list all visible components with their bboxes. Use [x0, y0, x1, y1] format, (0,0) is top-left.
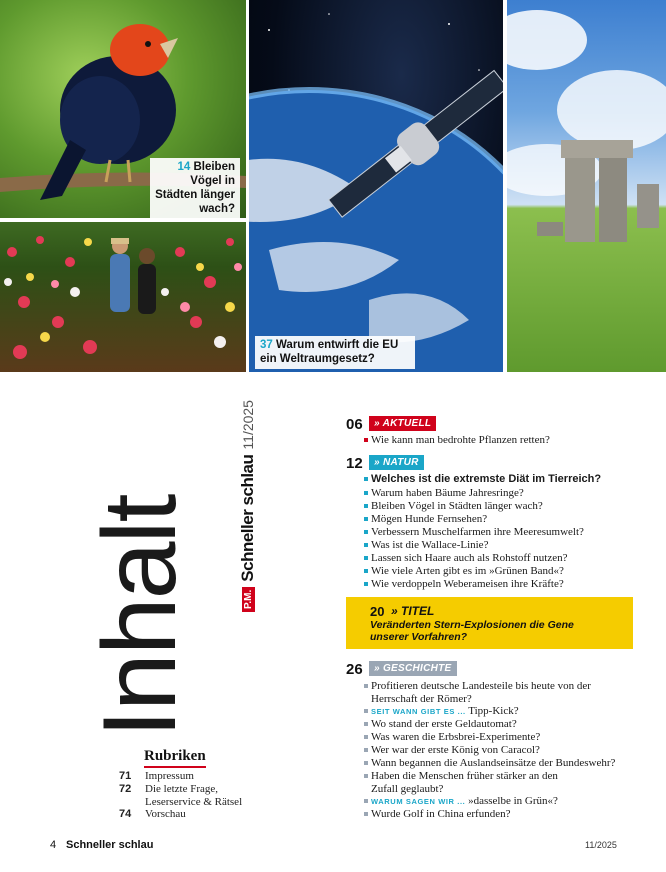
magazine-name: Schneller schlau — [238, 454, 257, 582]
toc-item[interactable]: Lassen sich Haare auch als Rohstoff nutzen? — [371, 552, 641, 565]
toc-item[interactable] — [371, 705, 641, 719]
rubrik-label: Die letzte Frage, Leserservice & Rätsel — [145, 783, 243, 808]
teaser-text: Warum entwirft die EU ein Weltraumgesetz? — [260, 339, 399, 365]
toc-item[interactable]: Wurde Golf in China erfunden? — [371, 808, 641, 821]
footer-issue: 11/2025 — [585, 840, 617, 850]
rubrik-label: Impressum — [145, 770, 194, 782]
toc-item[interactable]: Wie kann man bedrohte Pflanzen retten? — [371, 434, 641, 447]
toc-item-lead[interactable]: Welches ist die extremste Diät im Tierreich? — [371, 473, 641, 486]
toc-item[interactable]: Wo stand der erste Geldautomat? — [371, 718, 641, 731]
teaser-space[interactable] — [255, 336, 415, 369]
titel-subtitle: Veränderten Stern-Explosionen die Gene unserer Vorfahren? — [370, 619, 574, 643]
rubriken-heading: Rubriken — [144, 748, 206, 768]
toc-item[interactable]: Wie verdoppeln Weberameisen ihre Kräfte? — [371, 578, 641, 591]
page-heading: Inhalt — [82, 495, 198, 738]
toc-item[interactable]: Warum haben Bäume Jahresringe? — [371, 487, 641, 500]
pm-logo: P.M. — [242, 587, 255, 612]
section-page-aktuell: 06 — [346, 416, 363, 433]
toc-item-text: Tipp-Kick? — [468, 705, 519, 717]
section-tag-natur: » NATUR — [369, 455, 424, 470]
rubrik-page: 72 — [119, 783, 132, 795]
photo-bird — [0, 0, 246, 218]
toc-item[interactable]: Wie viele Arten gibt es im »Grünen Band«? — [371, 565, 641, 578]
toc-item[interactable]: Profitieren deutsche Landesteile bis heute von der Herrschaft der Römer? — [371, 680, 631, 705]
toc-item[interactable]: Haben die Menschen früher stärker an den Zufall geglaubt? — [371, 770, 571, 795]
section-tag-aktuell: » AKTUELL — [369, 416, 436, 431]
photo-space-station — [249, 0, 503, 372]
rubric-kicker: SEIT WANN GIBT ES ... — [371, 707, 466, 716]
section-page-natur: 12 — [346, 455, 363, 472]
earth-satellite-illustration — [249, 0, 503, 372]
toc-item[interactable]: Wann begannen die Auslandseinsätze der Bundeswehr? — [371, 757, 641, 770]
footer-magazine-name: Schneller schlau — [66, 839, 154, 851]
section-tag-geschichte: » GESCHICHTE — [369, 661, 457, 676]
rubric-kicker: WARUM SAGEN WIR ... — [371, 797, 466, 806]
toc-item[interactable]: Was waren die Erbsbrei-Experimente? — [371, 731, 641, 744]
teaser-text: Bleiben Vögel in Städten länger wach? — [155, 161, 235, 215]
toc-item[interactable]: Wer war der erste König von Caracol? — [371, 744, 641, 757]
rose-garden-illustration — [0, 222, 246, 372]
rubrik-page: 74 — [119, 808, 132, 820]
toc-item-text: »dasselbe in Grün«? — [468, 795, 558, 807]
toc-item[interactable]: Verbessern Muschelfarmen ihre Meeresumwelt? — [371, 526, 641, 539]
toc-item[interactable] — [371, 795, 641, 809]
teaser-bird[interactable] — [150, 158, 240, 218]
rubrik-page: 71 — [119, 770, 132, 782]
photo-stonehenge — [507, 0, 666, 372]
rubrik-label: Vorschau — [145, 808, 186, 820]
magazine-masthead — [238, 400, 258, 612]
toc-item[interactable]: Bleiben Vögel in Städten länger wach? — [371, 500, 641, 513]
issue-number: 11/2025 — [240, 400, 256, 450]
teaser-page-number: 14 — [177, 161, 191, 173]
toc-item[interactable]: Was ist die Wallace-Linie? — [371, 539, 641, 552]
toc-item[interactable]: Mögen Hunde Fernsehen? — [371, 513, 641, 526]
teaser-page-number: 37 — [260, 339, 273, 351]
photo-rose-garden — [0, 222, 246, 372]
titel-box[interactable] — [346, 597, 633, 649]
section-page-titel: 20 — [370, 604, 385, 619]
stonehenge-illustration — [507, 0, 666, 372]
section-page-geschichte: 26 — [346, 661, 363, 678]
footer-page-number: 4 — [50, 839, 57, 851]
section-tag-titel: » TITEL — [391, 604, 435, 618]
